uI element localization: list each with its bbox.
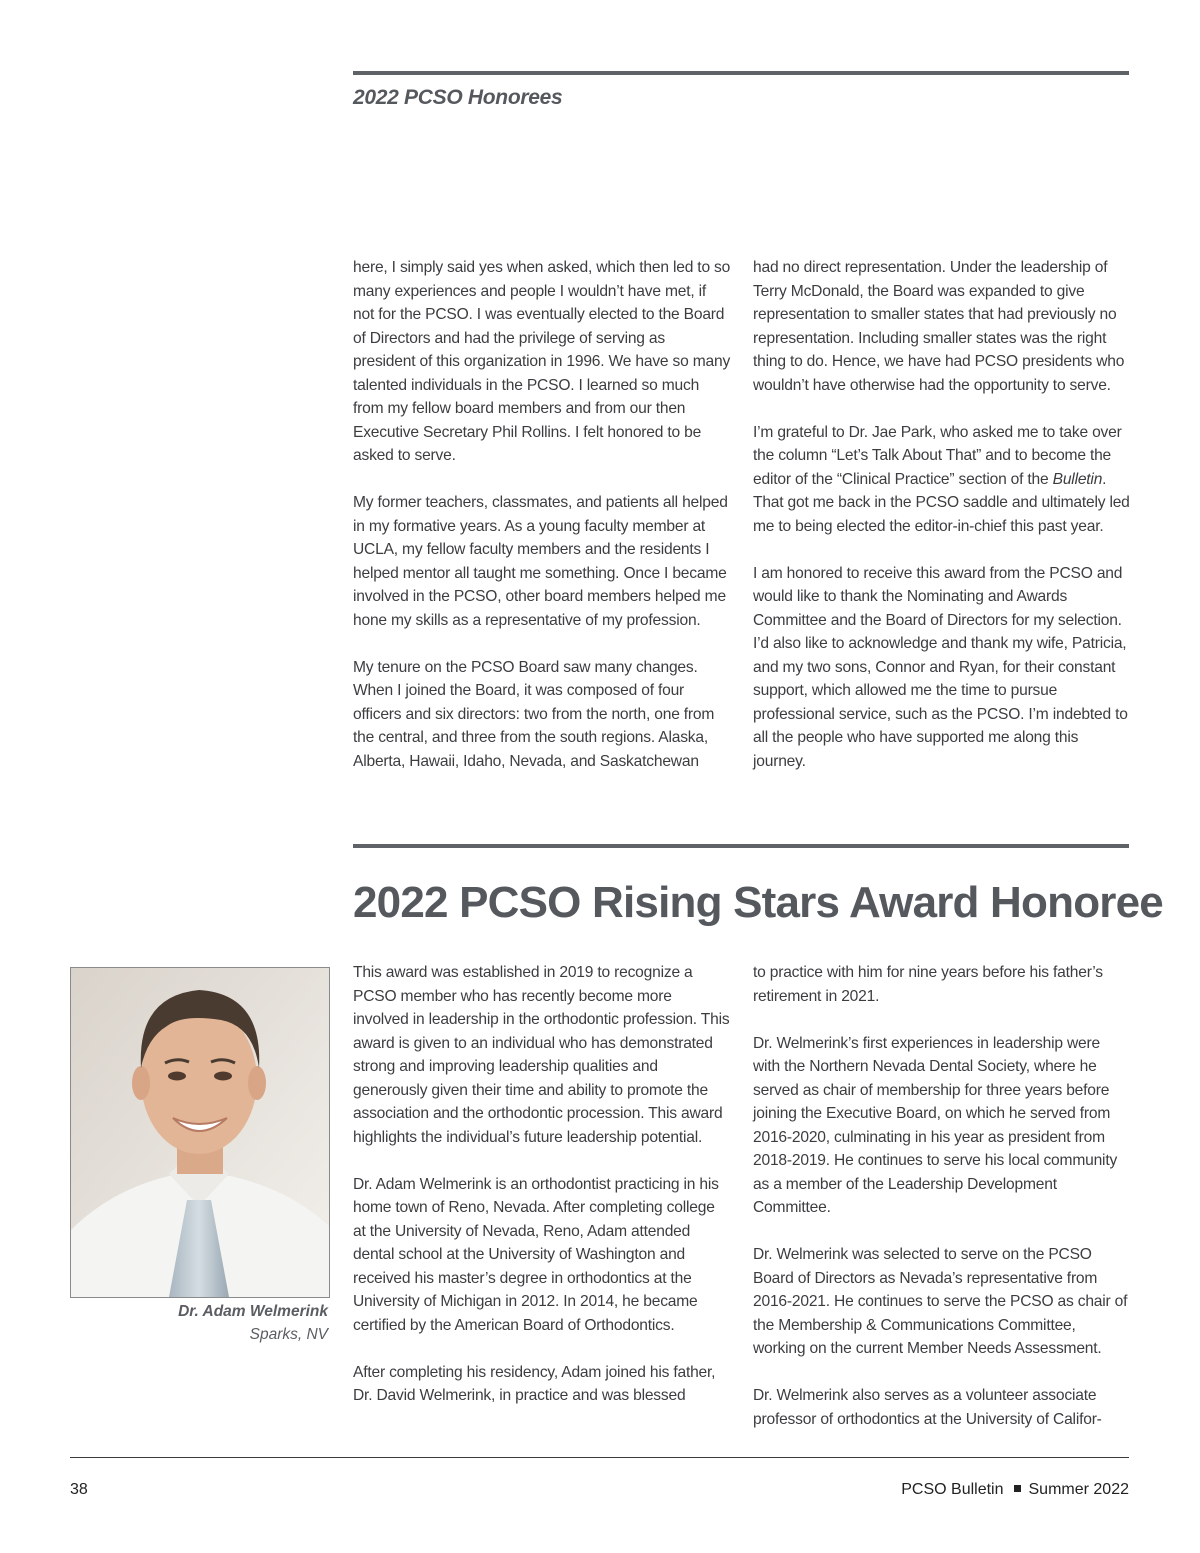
article-paragraph: Dr. Adam Welmerink is an orthodontist practicing in his home town of Reno, Nevada. After completing college at the University of Nevada, Reno, Adam attended dental school at the University of Washington and received his master’s degree in orthodontics at the University of Michigan in 2012. In 2014, he became certified by the American Board of Orthodontics. (353, 1175, 719, 1334)
footer-rule (70, 1457, 1129, 1458)
issue-date: Summer 2022 (1028, 1481, 1129, 1498)
article-paragraph: After completing his residency, Adam joined his father, Dr. David Welmerink, in practice and was blessed (353, 1363, 716, 1404)
article-paragraph: here, I simply said yes when asked, which then led to so many experiences and people I wouldn’t have met, if not for the PCSO. I was eventually elected to the Board of Directors and had the privilege of serving as president of this organization in 1996. We have so many talented individuals in the PCSO. I learned so much from my fellow board members and from our then Executive Secretary Phil Rollins. I felt honored to be asked to serve. (353, 259, 731, 464)
article-paragraph: This award was established in 2019 to recognize a PCSO member who has recently become more involved in leadership in the orthodontic profession. This award is given to an individual who has demonstrated strong and improving leadership qualities and generously given their time and ability to promote the association and the orthodontic procession. This award highlights the individual’s future leadership potential. (353, 964, 730, 1146)
publication-title: PCSO Bulletin (901, 1481, 1004, 1498)
article-paragraph: had no direct representation. Under the leadership of Terry McDonald, the Board was expanded to give representation to smaller states that had previously no representation. Including smaller states was the right thing to do. Hence, we have had PCSO presidents who wouldn’t have otherwise had the opportunity to serve. (753, 259, 1125, 394)
award-column-right (753, 961, 1131, 1431)
article-column-right (753, 256, 1131, 773)
article-paragraph: I am honored to receive this award from the PCSO and would like to thank the Nominating and Awards Committee and the Board of Directors for my selection. I’d also like to acknowledge and thank my wife, Patricia, and my two sons, Connor and Ryan, for their constant support, which allowed me the time to pursue professional service, such as the PCSO. I’m indebted to all the people who have supported me along this journey. (753, 564, 1128, 770)
section-divider (353, 844, 1129, 848)
award-column-left (353, 961, 731, 1408)
article-paragraph: My tenure on the PCSO Board saw many changes. When I joined the Board, it was composed of four officers and six directors: two from the north, one from the central, and three from the south regions. Alaska, Alberta, Hawaii, Idaho, Nevada, and Saskatchewan (353, 658, 715, 770)
article-paragraph: Dr. Welmerink’s first experiences in leadership were with the Northern Nevada Dental Society, where he served as chair of membership for three years before joining the Executive Board, on which he served from 2016-2020, culminating in his year as president from 2018-2019. He continues to serve his local community as a member of the Leadership Development Committee. (753, 1034, 1118, 1216)
award-title: 2022 PCSO Rising Stars Award Honoree (353, 878, 1163, 927)
paragraph-text: I’m grateful to Dr. Jae Park, who asked me to take over the column “Let’s Talk About That” and to become the editor of the “Clinical Practice” section of the (753, 423, 1122, 488)
header-rule (353, 71, 1129, 75)
footer-publication (901, 1481, 1129, 1499)
article-paragraph (753, 421, 1131, 539)
article-paragraph: Dr. Welmerink was selected to serve on the PCSO Board of Directors as Nevada’s representative from 2016-2021. He continues to serve the PCSO as chair of the Membership & Communications Committee, working on the current Member Needs Assessment. (753, 1246, 1128, 1357)
article-paragraph: Dr. Welmerink also serves as a volunteer associate professor of orthodontics at the University of Califor- (753, 1387, 1102, 1428)
honoree-photo (70, 967, 330, 1298)
section-header: 2022 PCSO Honorees (353, 86, 563, 109)
photo-caption-location: Sparks, NV (249, 1326, 328, 1343)
article-column-left (353, 256, 731, 773)
article-paragraph: My former teachers, classmates, and patients all helped in my formative years. As a young faculty member at UCLA, my fellow faculty members and the residents I helped mentor all taught me something. Once I became involved in the PCSO, other board members helped me hone my skills as a representative of my profession. (353, 494, 728, 629)
paragraph-text: . That got me back in the PCSO saddle and ultimately led me to being elected the editor-in-chief this past year. (753, 470, 1130, 535)
article-paragraph: to practice with him for nine years before his father’s retirement in 2021. (753, 964, 1103, 1005)
publication-name: Bulletin (1052, 470, 1103, 488)
photo-caption-name: Dr. Adam Welmerink (178, 1303, 328, 1320)
square-bullet-icon (1014, 1485, 1021, 1492)
page-number: 38 (70, 1481, 88, 1498)
